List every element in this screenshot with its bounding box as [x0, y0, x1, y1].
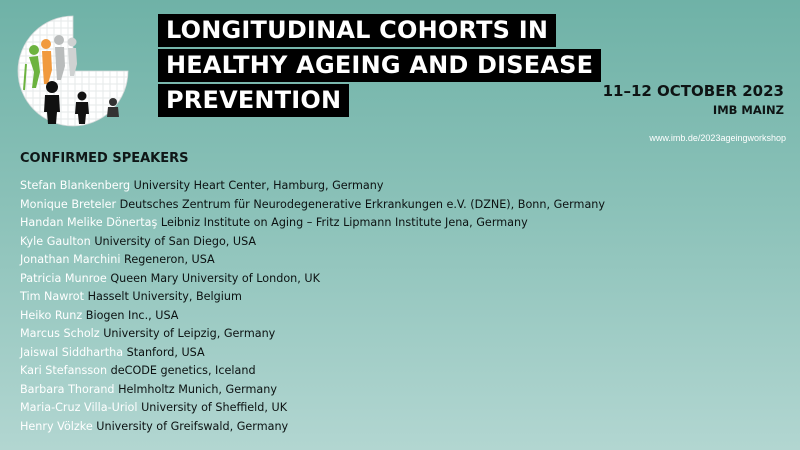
speaker-affiliation: Helmholtz Munich, Germany	[118, 382, 277, 396]
speaker-affiliation: deCODE genetics, Iceland	[110, 364, 256, 377]
speaker-item	[20, 362, 605, 381]
ageing-logo	[12, 14, 134, 128]
speaker-affiliation: Stanford, USA	[126, 345, 205, 359]
speaker-affiliation: University Heart Center, Hamburg, Germany	[133, 179, 384, 192]
speaker-affiliation: University of Greifswald, Germany	[96, 419, 289, 433]
speaker-affiliation: Queen Mary University of London, UK	[110, 271, 320, 285]
speaker-name: Kari Stefansson	[20, 364, 108, 377]
speaker-affiliation: University of Leipzig, Germany	[103, 327, 276, 340]
ageing-people-icon	[12, 14, 134, 128]
speaker-name: Kyle Gaulton	[20, 234, 91, 248]
speaker-name: Maria-Cruz Villa-Uriol	[20, 401, 138, 414]
speaker-item	[20, 344, 605, 363]
speaker-affiliation: Regeneron, USA	[124, 253, 215, 266]
speaker-item	[20, 288, 605, 307]
speaker-list	[20, 177, 605, 436]
speaker-affiliation: Deutsches Zentrum für Neurodegenerative Erkrankungen e.V. (DZNE), Bonn, Germany	[119, 197, 606, 211]
speaker-affiliation: Leibniz Institute on Aging – Fritz Lipmann Institute Jena, Germany	[160, 216, 528, 229]
speaker-item	[20, 325, 605, 344]
speaker-item	[20, 251, 605, 270]
speaker-name: Monique Breteler	[20, 197, 117, 211]
title-line-2: HEALTHY AGEING AND DISEASE	[158, 49, 601, 82]
speaker-affiliation: University of San Diego, USA	[94, 234, 257, 248]
event-date: 11–12 OCTOBER 2023	[602, 82, 784, 100]
title-line-3: PREVENTION	[158, 84, 349, 117]
speaker-item	[20, 399, 605, 418]
title-line-1: LONGITUDINAL COHORTS IN	[158, 14, 556, 47]
speaker-item	[20, 381, 605, 400]
speaker-item	[20, 307, 605, 326]
speaker-name: Jonathan Marchini	[20, 253, 121, 266]
speaker-name: Tim Nawrot	[20, 290, 85, 303]
speaker-item	[20, 177, 605, 196]
speaker-name: Barbara Thorand	[20, 382, 115, 396]
event-url[interactable]: www.imb.de/2023ageingworkshop	[649, 133, 786, 143]
speaker-affiliation: Hasselt University, Belgium	[87, 290, 242, 303]
event-venue: IMB MAINZ	[712, 103, 784, 117]
speaker-name: Handan Melike Dönertaş	[20, 216, 158, 229]
event-title	[158, 14, 601, 119]
speaker-item	[20, 196, 605, 215]
speaker-item	[20, 214, 605, 233]
speaker-name: Marcus Scholz	[20, 327, 100, 340]
speaker-affiliation: Biogen Inc., USA	[85, 308, 179, 322]
speaker-name: Patricia Munroe	[20, 271, 107, 285]
speaker-name: Jaiswal Siddhartha	[20, 345, 124, 359]
speaker-name: Henry Völzke	[20, 419, 93, 433]
speakers-heading: CONFIRMED SPEAKERS	[20, 151, 189, 166]
speaker-name: Heiko Runz	[20, 308, 83, 322]
speaker-item	[20, 233, 605, 252]
speaker-item	[20, 418, 605, 437]
speaker-name: Stefan Blankenberg	[20, 179, 131, 192]
speaker-affiliation: University of Sheffield, UK	[141, 401, 288, 414]
speaker-item	[20, 270, 605, 289]
